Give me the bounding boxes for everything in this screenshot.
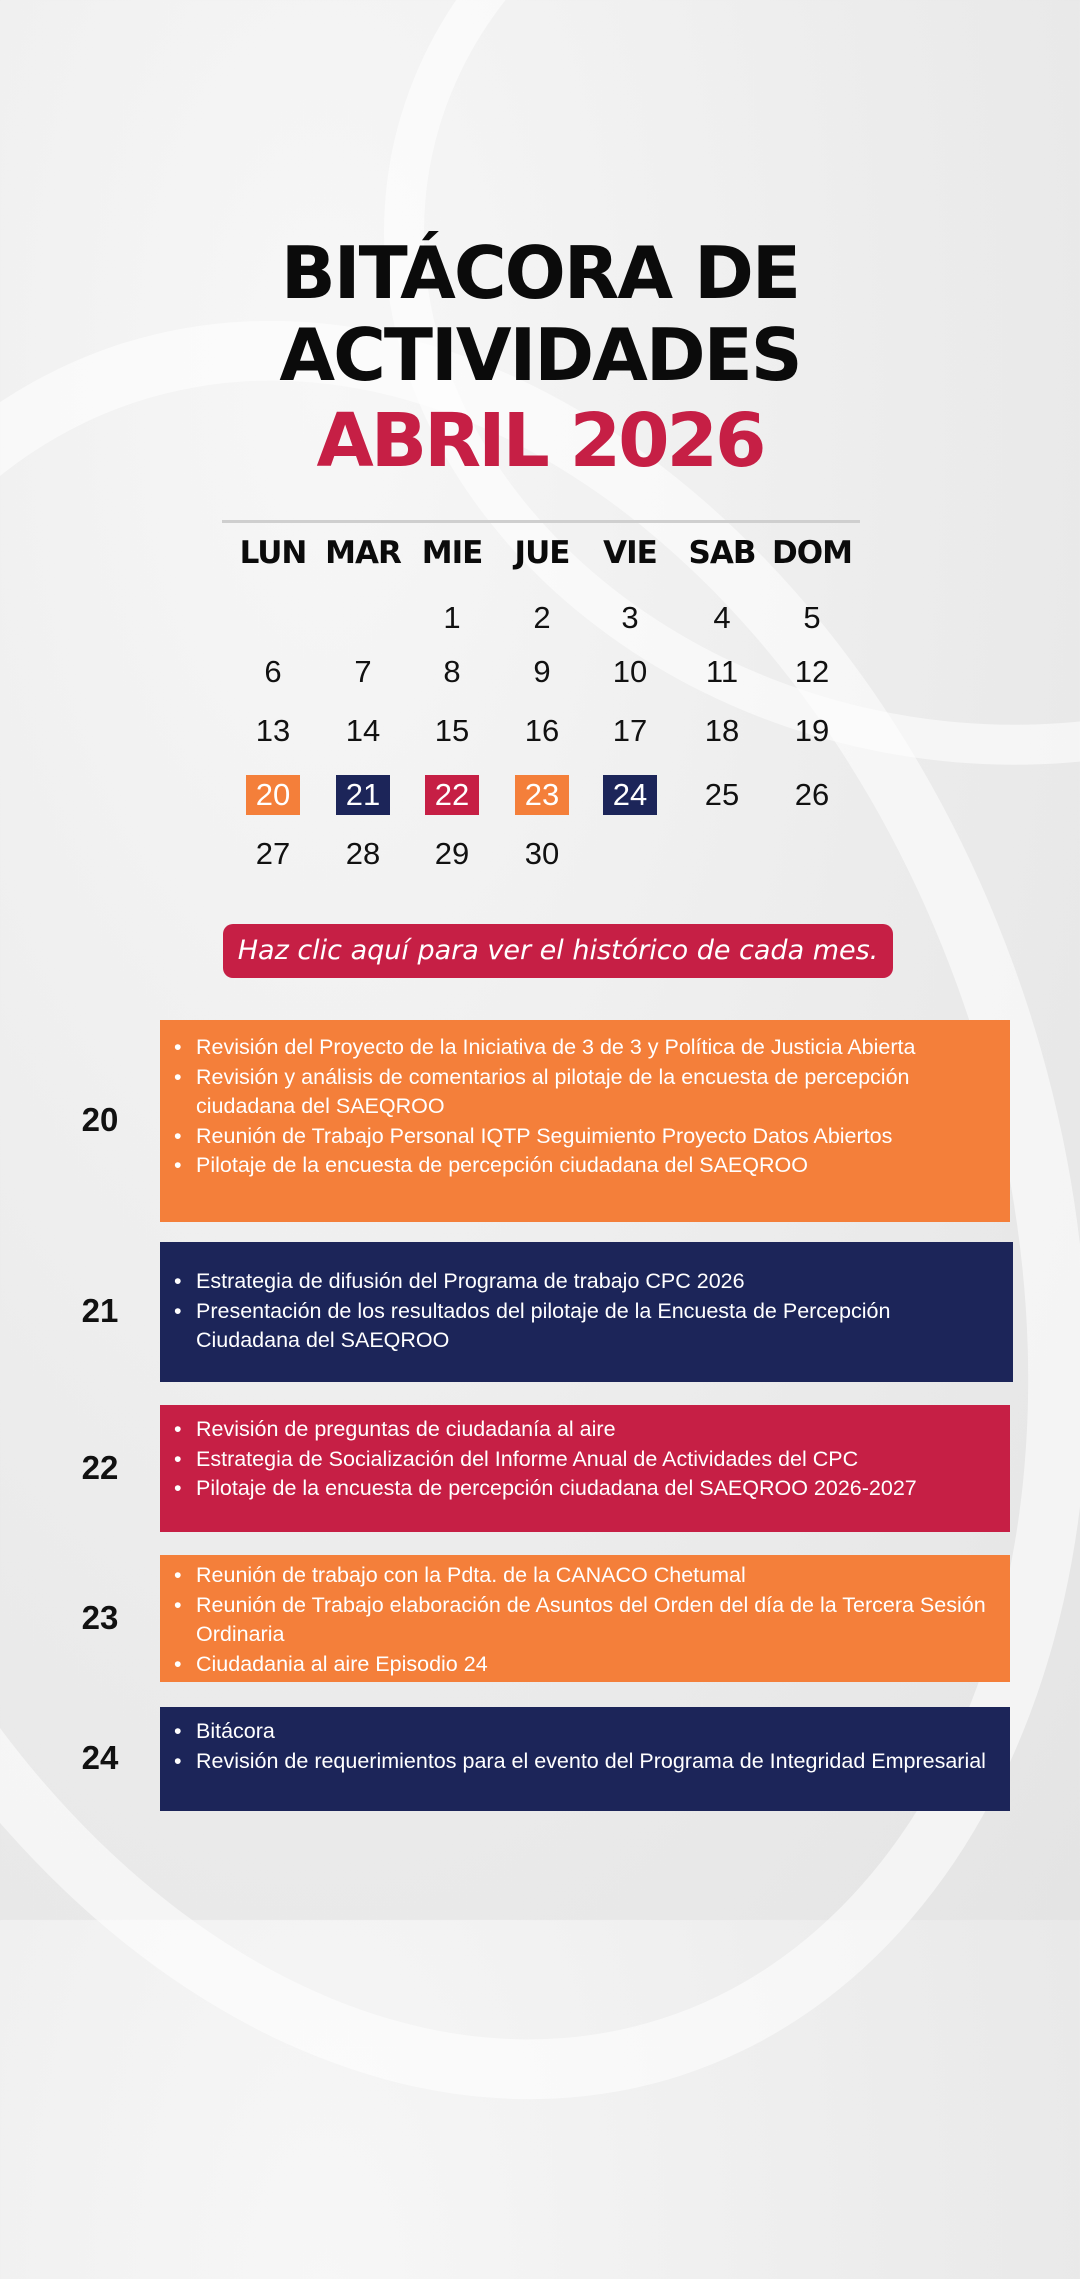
calendar-day-19: 19 — [794, 713, 830, 748]
activity-item: • Revisión y análisis de comentarios al pilotaje de la encuesta de percepción ciudadana del SAEQROO — [196, 1063, 996, 1122]
activity-day-number: 24 — [81, 1739, 119, 1776]
calendar-day-8: 8 — [443, 654, 461, 689]
calendar-day-6: 6 — [264, 654, 282, 689]
activity-list-items — [196, 1267, 999, 1356]
weekday-jue: JUE — [514, 535, 570, 571]
calendar-day-10: 10 — [612, 654, 648, 689]
calendar-day-7: 7 — [354, 654, 372, 689]
activity-day-number: 22 — [81, 1448, 119, 1486]
calendar-day-26: 26 — [794, 777, 830, 812]
activity-list-items — [196, 1561, 996, 1679]
activity-item: • Revisión de preguntas de ciudadanía al aire — [196, 1415, 996, 1445]
calendar-day-12: 12 — [794, 654, 830, 689]
activity-item: • Pilotaje de la encuesta de percepción ciudadana del SAEQROO 2026-2027 — [196, 1474, 996, 1504]
calendar-day-27: 27 — [255, 836, 291, 871]
calendar-day-11: 11 — [705, 654, 739, 689]
weekday-vie: VIE — [603, 535, 657, 571]
calendar-day-20: 20 — [255, 777, 291, 812]
activity-panel-23 — [160, 1555, 1010, 1682]
weekday-mar: MAR — [325, 535, 401, 571]
calendar-day-3: 3 — [621, 600, 639, 635]
activity-panel-20 — [160, 1020, 1010, 1222]
history-button[interactable]: Haz clic aquí para ver el histórico de cada mes. — [223, 924, 893, 978]
calendar-day-9: 9 — [533, 654, 551, 689]
calendar-day-14: 14 — [345, 713, 381, 748]
activity-item: • Revisión del Proyecto de la Iniciativa de 3 de 3 y Política de Justicia Abierta — [196, 1033, 996, 1063]
weekday-lun: LUN — [239, 535, 307, 571]
page-title-line1: BITÁCORA DE — [280, 231, 800, 315]
activity-item: • Reunión de trabajo con la Pdta. de la CANACO Chetumal — [196, 1561, 996, 1591]
activity-day-number: 23 — [81, 1598, 119, 1636]
weekday-sab: SAB — [688, 535, 756, 571]
activity-item: • Ciudadania al aire Episodio 24 — [196, 1650, 996, 1680]
calendar-day-23: 23 — [524, 777, 560, 812]
activity-item: • Revisión de requerimientos para el evento del Programa de Integridad Empresarial — [196, 1747, 996, 1777]
calendar-day-24: 24 — [612, 777, 648, 812]
month-subtitle: ABRIL 2026 — [316, 398, 764, 484]
calendar-day-16: 16 — [524, 713, 560, 748]
calendar-day-17: 17 — [612, 713, 648, 748]
calendar-day-18: 18 — [704, 713, 740, 748]
activity-item: • Estrategia de difusión del Programa de trabajo CPC 2026 — [196, 1267, 999, 1297]
calendar-day-13: 13 — [255, 713, 291, 748]
calendar-day-4: 4 — [713, 600, 731, 635]
activity-item: • Pilotaje de la encuesta de percepción ciudadana del SAEQROO — [196, 1151, 996, 1181]
activity-panel-24 — [160, 1707, 1010, 1811]
activity-item: • Reunión de Trabajo Personal IQTP Seguimiento Proyecto Datos Abiertos — [196, 1122, 996, 1152]
calendar-day-22: 22 — [434, 777, 470, 812]
activity-list-items — [196, 1415, 996, 1504]
calendar-day-5: 5 — [803, 600, 821, 635]
activity-item: • Bitácora — [196, 1717, 996, 1747]
activity-day-number: 21 — [81, 1292, 119, 1329]
calendar-day-21: 21 — [345, 777, 381, 812]
calendar-day-29: 29 — [434, 836, 470, 871]
calendar-day-15: 15 — [434, 713, 470, 748]
weekday-mie: MIE — [421, 535, 483, 571]
calendar — [0, 0, 1080, 900]
activity-list-items — [196, 1033, 996, 1181]
calendar-day-25: 25 — [704, 777, 740, 812]
activity-panel-21 — [160, 1242, 1013, 1382]
activity-item: • Estrategia de Socialización del Informe Anual de Actividades del CPC — [196, 1445, 996, 1475]
page-title-line2: ACTIVIDADES — [279, 313, 801, 397]
activity-list-items — [196, 1717, 996, 1776]
activity-item: • Reunión de Trabajo elaboración de Asuntos del Orden del día de la Tercera Sesión Ordinaria — [196, 1591, 996, 1650]
weekday-dom: DOM — [772, 535, 852, 571]
activity-item: • Presentación de los resultados del pilotaje de la Encuesta de Percepción Ciudadana del SAEQROO — [196, 1297, 999, 1356]
calendar-day-28: 28 — [345, 836, 381, 871]
activity-day-number: 20 — [81, 1101, 119, 1138]
calendar-day-1: 1 — [443, 600, 461, 635]
activity-panel-22 — [160, 1405, 1010, 1532]
calendar-day-2: 2 — [533, 600, 551, 635]
calendar-day-30: 30 — [524, 836, 560, 871]
